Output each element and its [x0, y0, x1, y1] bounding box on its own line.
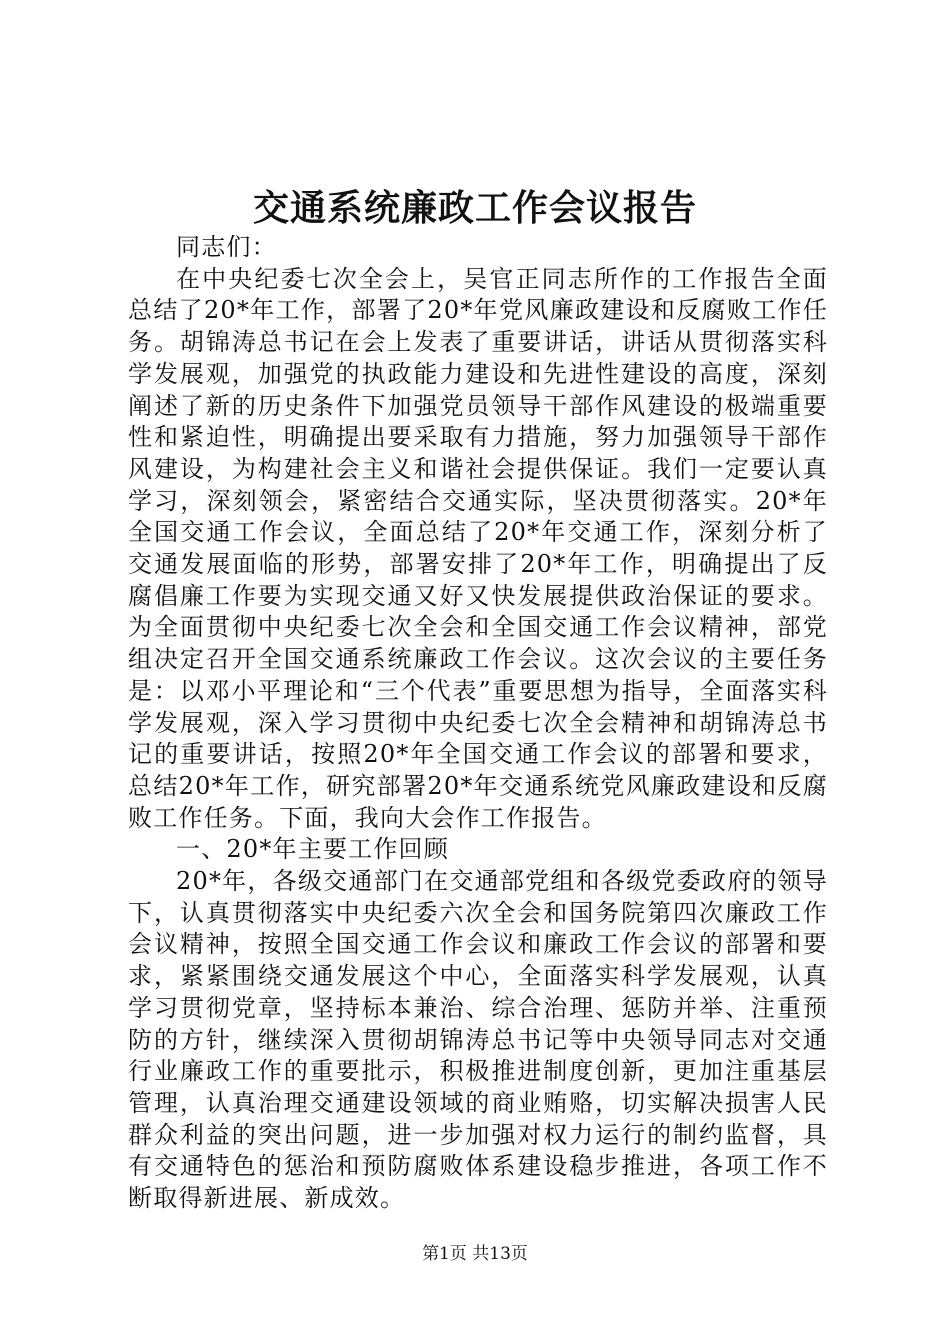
paragraph-intro: 在中央纪委七次全会上，吴官正同志所作的工作报告全面总结了20*年工作，部署了20*年党风廉政建设和反腐败工作任务。胡锦涛总书记在会上发表了重要讲话，讲话从贯彻落实科学发展观，加强党的执政能力建设和先进性建设的高度，深刻阐述了新的历史条件下加强党员领导干部作风建设的极端重要性和紧迫性，明确提出要采取有力措施，努力加强领导干部作风建设，为构建社会主义和谐社会提供保证。我们一定要认真学习，深刻领会，紧密结合交通实际，坚决贯彻落实。20*年全国交通工作会议，全面总结了20*年交通工作，深刻分析了交通发展面临的形势，部署安排了20*年工作，明确提出了反腐倡廉工作要为实现交通又好又快发展提供政治保证的要求。为全面贯彻中央纪委七次全会和全国交通工作会议精神，部党组决定召开全国交通系统廉政工作会议。这次会议的主要任务是：以邓小平理论和“三个代表”重要思想为指导，全面落实科学发展观，深入学习贯彻中央纪委七次全会精神和胡锦涛总书记的重要讲话，按照20*年全国交通工作会议的部署和要求，总结20*年工作，研究部署20*年交通系统党风廉政建设和反腐败工作任务。下面，我向大会作工作报告。 — [128, 264, 828, 832]
section-heading: 一、20*年主要工作回顾 — [176, 835, 449, 864]
document-body — [128, 232, 828, 1215]
salutation: 同志们： — [176, 233, 277, 261]
page-footer: 第1页 共13页 — [422, 1244, 528, 1264]
document-title: 交通系统廉政工作会议报告 — [252, 187, 697, 229]
paragraph-review: 20*年，各级交通部门在交通部党组和各级党委政府的领导下，认真贯彻落实中央纪委六次全会和国务院第四次廉政工作会议精神，按照全国交通工作会议和廉政工作会议的部署和要求，紧紧围绕交通发展这个中心，全面落实科学发展观，认真学习贯彻党章，坚持标本兼治、综合治理、惩防并举、注重预防的方针，继续深入贯彻胡锦涛总书记等中央领导同志对交通行业廉政工作的重要批示，积极推进制度创新，更加注重基层管理，认真治理交通建设领域的商业贿赂，切实解决损害人民群众利益的突出问题，进一步加强对权力运行的制约监督，具有交通特色的惩治和预防腐败体系建设稳步推进，各项工作不断取得新进展、新成效。 — [128, 867, 828, 1213]
